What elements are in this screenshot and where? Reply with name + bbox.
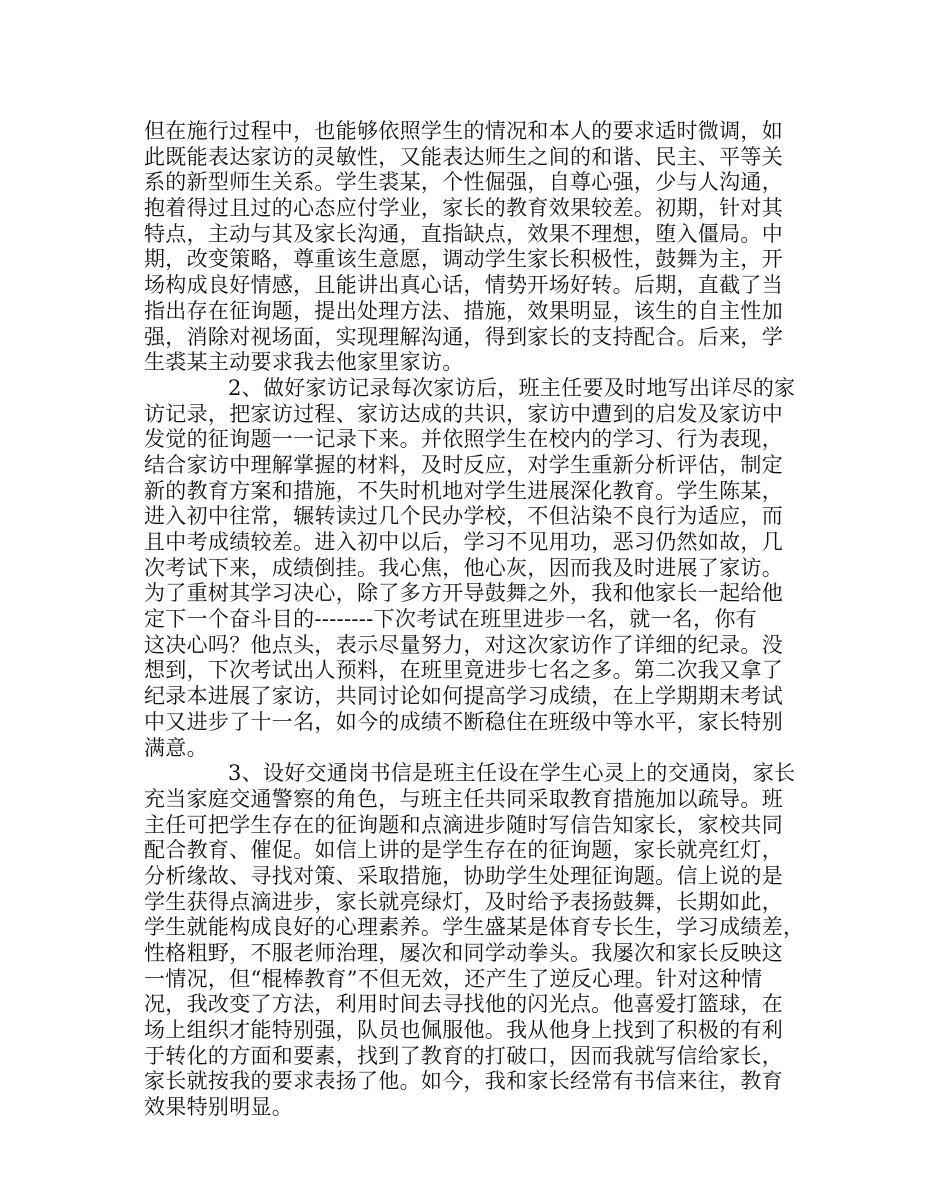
text-line: 但在施行过程中，也能够依照学生的情况和本人的要求适时微调，如 bbox=[144, 119, 783, 143]
text-line: 况，我改变了方法，利用时间去寻找他的闪光点。他喜爱打篮球，在 bbox=[144, 992, 783, 1017]
text-line: 为了重树其学习决心，除了多方开导鼓舞之外，我和他家长一起给他 bbox=[144, 581, 783, 606]
text-line: 效果特别明显。 bbox=[144, 1095, 294, 1120]
text-line: 此既能表达家访的灵敏性，又能表达师生之间的和谐、民主、平等关 bbox=[144, 144, 783, 169]
text-line: 场上组织才能特别强，队员也佩服他。我从他身上找到了积极的有利 bbox=[144, 1018, 783, 1043]
text-line: 一情况，但“棍棒教育”不但无效，还产生了逆反心理。针对这种情 bbox=[144, 966, 763, 991]
text-line: 访记录，把家访过程、家访达成的共识，家访中遭到的启发及家访中 bbox=[144, 401, 783, 426]
text-line: 结合家访中理解掌握的材料，及时反应，对学生重新分析评估，制定 bbox=[144, 452, 783, 477]
text-line: 发觉的征询题一一记录下来。并依照学生在校内的学习、行为表现， bbox=[144, 427, 783, 452]
text-line: 系的新型师生关系。学生裘某，个性倔强，自尊心强，少与人沟通， bbox=[144, 170, 783, 195]
text-line: 中又进步了十一名，如今的成绩不断稳住在班级中等水平，家长特别 bbox=[144, 709, 783, 734]
text-line: 抱着得过且过的心态应付学业，家长的教育效果较差。初期，针对其 bbox=[144, 196, 783, 221]
text-line: 充当家庭交通警察的角色，与班主任共同采取教育措施加以疏导。班 bbox=[144, 786, 783, 811]
paragraph-first-line: 2、做好家访记录每次家访后，班主任要及时地写出详尽的家 bbox=[228, 375, 796, 400]
text-line: 指出存在征询题，提出处理方法、措施，效果明显，该生的自主性加 bbox=[144, 298, 783, 323]
text-line: 学生获得点滴进步，家长就亮绿灯，及时给予表扬鼓舞，长期如此， bbox=[144, 889, 783, 914]
document-page bbox=[144, 119, 824, 1121]
text-line: 新的教育方案和措施，不失时机地对学生进展深化教育。学生陈某， bbox=[144, 478, 783, 503]
text-line: 场构成良好情感，且能讲出真心话，情势开场好转。后期，直截了当 bbox=[144, 273, 783, 298]
text-line: 这决心吗？他点头，表示尽量努力，对这次家访作了详细的纪录。没 bbox=[144, 632, 783, 657]
text-line: 且中考成绩较差。进入初中以后，学习不见用功，恶习仍然如故，几 bbox=[144, 530, 783, 554]
text-line: 分析缘故、寻找对策、采取措施，协助学生处理征询题。信上说的是 bbox=[144, 863, 783, 888]
text-line: 纪录本进展了家访，共同讨论如何提高学习成绩，在上学期期末考试 bbox=[144, 684, 783, 709]
text-line: 学生就能构成良好的心理素养。学生盛某是体育专长生，学习成绩差， bbox=[144, 915, 805, 940]
text-line: 次考试下来，成绩倒挂。我心焦，他心灰，因而我及时进展了家访。 bbox=[144, 555, 783, 580]
text-line: 定下一个奋斗目的--------下次考试在班里进步一名，就一名，你有 bbox=[144, 607, 757, 632]
body-text bbox=[144, 119, 824, 1121]
paragraph-first-line: 3、设好交通岗书信是班主任设在学生心灵上的交通岗，家长 bbox=[228, 761, 796, 786]
text-line: 家长就按我的要求表扬了他。如今，我和家长经常有书信来往，教育 bbox=[144, 1069, 783, 1094]
text-line: 强，消除对视场面，实现理解沟通，得到家长的支持配合。后来，学 bbox=[144, 324, 783, 349]
text-line: 生裘某主动要求我去他家里家访。 bbox=[144, 350, 464, 375]
text-line: 特点，主动与其及家长沟通，直指缺点，效果不理想，堕入僵局。中 bbox=[144, 221, 783, 246]
text-line: 配合教育、催促。如信上讲的是学生存在的征询题，家长就亮红灯， bbox=[144, 838, 783, 863]
text-line: 期，改变策略，尊重该生意愿，调动学生家长积极性，鼓舞为主，开 bbox=[144, 247, 783, 272]
text-line: 主任可把学生存在的征询题和点滴进步随时写信告知家长，家校共同 bbox=[144, 812, 783, 837]
text-line: 性格粗野，不服老师治理，屡次和同学动拳头。我屡次和家长反映这 bbox=[144, 941, 783, 965]
text-line: 进入初中往常，辗转读过几个民办学校，不但沾染不良行为适应，而 bbox=[144, 504, 783, 529]
text-line: 于转化的方面和要素，找到了教育的打破口，因而我就写信给家长， bbox=[144, 1043, 783, 1068]
text-line: 满意。 bbox=[144, 735, 208, 760]
text-line: 想到，下次考试出人预料，在班里竟进步七名之多。第二次我又拿了 bbox=[144, 658, 783, 683]
